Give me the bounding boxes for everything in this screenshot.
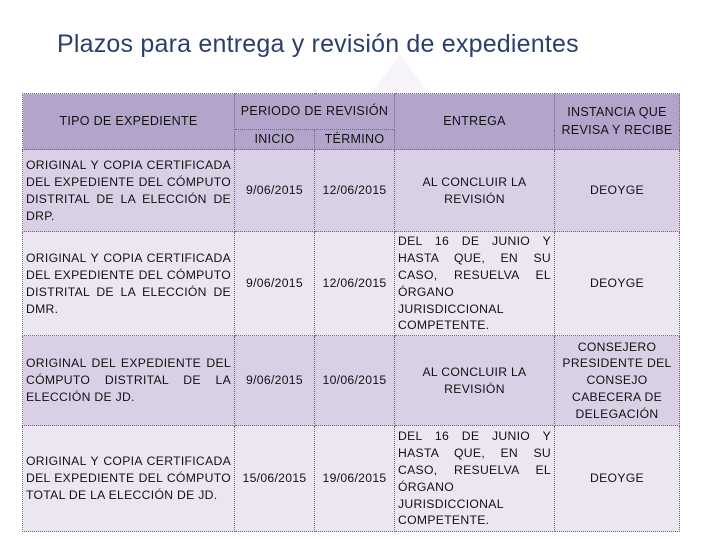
cell-entrega: AL CONCLUIR LA REVISIÓN bbox=[395, 150, 555, 232]
cell-instancia: DEOYGE bbox=[555, 150, 680, 232]
cell-termino: 19/06/2015 bbox=[315, 426, 395, 532]
table-row bbox=[23, 232, 680, 336]
cell-inicio: 15/06/2015 bbox=[235, 426, 315, 532]
page-title: Plazos para entrega y revisión de expedientes bbox=[57, 30, 579, 58]
cell-termino: 10/06/2015 bbox=[315, 336, 395, 426]
cell-tipo: ORIGINAL DEL EXPEDIENTE DEL CÓMPUTO DISTRITAL DE LA ELECCIÓN DE JD. bbox=[23, 336, 235, 426]
header-instancia: INSTANCIA QUE REVISA Y RECIBE bbox=[555, 94, 680, 150]
cell-tipo: ORIGINAL Y COPIA CERTIFICADA DEL EXPEDIENTE DEL CÓMPUTO DISTRITAL DE LA ELECCIÓN DE DMR. bbox=[23, 232, 235, 336]
table-row bbox=[23, 150, 680, 232]
cell-tipo: ORIGINAL Y COPIA CERTIFICADA DEL EXPEDIENTE DEL CÓMPUTO DISTRITAL DE LA ELECCIÓN DE DRP. bbox=[23, 150, 235, 232]
cell-tipo: ORIGINAL Y COPIA CERTIFICADA DEL EXPEDIENTE DEL CÓMPUTO TOTAL DE LA ELECCIÓN DE JD. bbox=[23, 426, 235, 532]
cell-instancia: DEOYGE bbox=[555, 232, 680, 336]
deadlines-table bbox=[22, 93, 680, 532]
cell-inicio: 9/06/2015 bbox=[235, 336, 315, 426]
cell-entrega: AL CONCLUIR LA REVISIÓN bbox=[395, 336, 555, 426]
table-row bbox=[23, 426, 680, 532]
header-termino: TÉRMINO bbox=[315, 130, 395, 150]
header-inicio: INICIO bbox=[235, 130, 315, 150]
cell-entrega: DEL 16 DE JUNIO Y HASTA QUE, EN SU CASO, RESUELVA EL ÓRGANO JURISDICCIONAL COMPETENTE. bbox=[395, 232, 555, 336]
cell-instancia: CONSEJERO PRESIDENTE DEL CONSEJO CABECERA DE DELEGACIÓN bbox=[555, 336, 680, 426]
header-periodo: PERIODO DE REVISIÓN bbox=[235, 94, 395, 130]
table-row bbox=[23, 336, 680, 426]
cell-inicio: 9/06/2015 bbox=[235, 150, 315, 232]
header-entrega: ENTREGA bbox=[395, 94, 555, 150]
cell-instancia: DEOYGE bbox=[555, 426, 680, 532]
cell-entrega: DEL 16 DE JUNIO Y HASTA QUE, EN SU CASO, RESUELVA EL ÓRGANO JURISDICCIONAL COMPETENTE. bbox=[395, 426, 555, 532]
cell-termino: 12/06/2015 bbox=[315, 150, 395, 232]
cell-inicio: 9/06/2015 bbox=[235, 232, 315, 336]
cell-termino: 12/06/2015 bbox=[315, 232, 395, 336]
header-tipo: TIPO DE EXPEDIENTE bbox=[23, 94, 235, 150]
header-row-top bbox=[23, 94, 680, 130]
